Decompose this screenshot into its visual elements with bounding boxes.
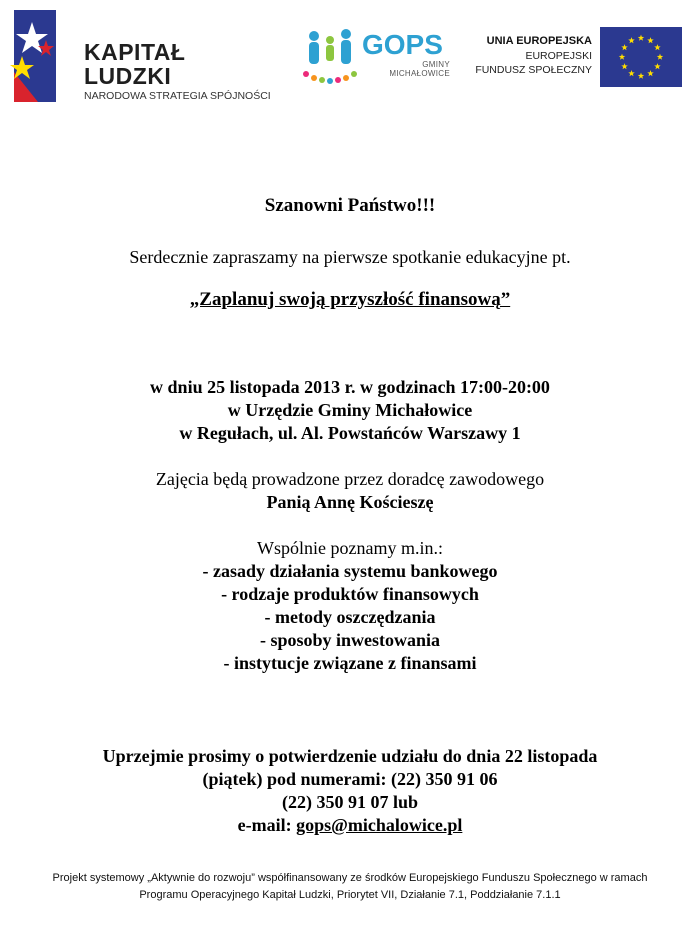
topic-item: - zasady działania systemu bankowego: [202, 561, 498, 581]
gops-title: GOPS: [362, 29, 443, 60]
topics-intro: Wspólnie poznamy m.in.:: [257, 538, 443, 558]
email-label: e-mail:: [237, 815, 297, 835]
lead-name: Panią Annę Kościeszę: [266, 492, 434, 512]
unia-europejska-logo: [470, 24, 690, 90]
greeting: Szanowni Państwo!!!: [264, 195, 436, 216]
rsvp-line-3: (22) 350 91 07 lub: [281, 792, 418, 812]
kapital-ludzki-logo: [8, 10, 271, 102]
footer: [0, 870, 700, 904]
eu-flag-icon: [600, 27, 682, 87]
ue-title: UNIA EUROPEJSKA: [486, 35, 592, 47]
gops-logo: [300, 24, 450, 88]
event-date: w dniu 25 listopada 2013 r. w godzinach 17:00-20:00: [150, 377, 550, 397]
footer-line-2: Programu Operacyjnego Kapitał Ludzki, Priorytet VII, Działanie 7.1, Poddziałanie 7.1.1: [139, 889, 561, 901]
gops-family-icon: [300, 26, 360, 86]
ue-line1: EUROPEJSKI: [525, 50, 592, 62]
kapital-ludzki-title: KAPITAŁ LUDZKI: [84, 39, 186, 89]
lead-intro: Zajęcia będą prowadzone przez doradcę zawodowego: [155, 469, 545, 489]
kapital-ludzki-emblem-icon: [8, 10, 68, 102]
rsvp-line-1: Uprzejmie prosimy o potwierdzenie udziału do dnia 22 listopada: [102, 746, 598, 766]
header: [0, 0, 700, 110]
email-link[interactable]: gops@michalowice.pl: [296, 815, 463, 835]
rsvp-email-line: [0, 814, 700, 837]
event-place-1: w Urzędzie Gminy Michałowice: [227, 400, 473, 420]
invite-text: Serdecznie zapraszamy na pierwsze spotkanie edukacyjne pt.: [129, 247, 571, 267]
topic-item: - rodzaje produktów finansowych: [221, 584, 479, 604]
topic-item: - sposoby inwestowania: [259, 630, 441, 650]
footer-line-1: Projekt systemowy „Aktywnie do rozwoju” współfinansowany ze środków Europejskiego Funduszu Społecznego w ramach: [52, 872, 648, 884]
gops-subtitle: GMINY MICHAŁOWICE: [389, 60, 450, 78]
invitation-body: [0, 172, 700, 837]
ue-line2: FUNDUSZ SPOŁECZNY: [475, 64, 592, 76]
kapital-ludzki-subtitle: NARODOWA STRATEGIA SPÓJNOŚCI: [84, 90, 271, 102]
event-title: „Zaplanuj swoją przyszłość finansową”: [189, 289, 511, 310]
topic-item: - metody oszczędzania: [264, 607, 436, 627]
topic-item: - instytucje związane z finansami: [223, 653, 477, 673]
event-place-2: w Regułach, ul. Al. Powstańców Warszawy 1: [179, 423, 521, 443]
rsvp-line-2: (piątek) pod numerami: (22) 350 91 06: [202, 769, 498, 789]
